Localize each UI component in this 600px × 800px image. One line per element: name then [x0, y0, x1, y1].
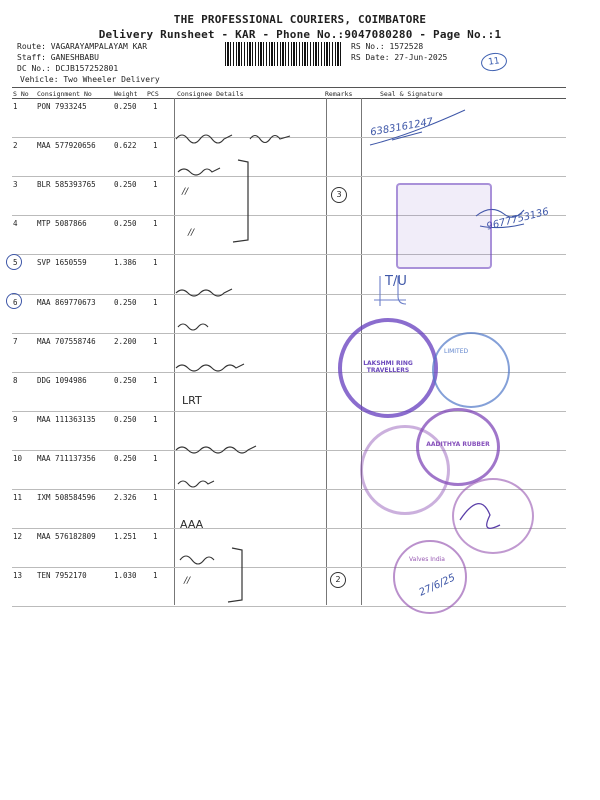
- route-text: Route: VAGARAYAMPALAYAM KAR: [17, 42, 148, 51]
- row-consignment: IXM 508584596: [37, 493, 96, 502]
- scribble-row7: [176, 364, 244, 371]
- col-consignee: Consignee Details: [177, 90, 244, 98]
- remark-row13: 2: [330, 572, 346, 588]
- row-consignment: MAA 577920656: [37, 141, 96, 151]
- round-stamp-valves: [393, 540, 467, 614]
- stamp-valves-text: Valves India: [409, 556, 445, 563]
- runsheet-subtitle: Delivery Runsheet - KAR - Phone No.:9047080280 - Page No.:1: [98, 28, 502, 41]
- row-sno: 2: [13, 141, 18, 151]
- row-consignment: PON 7933245: [37, 102, 87, 111]
- row-weight: 2.326: [114, 493, 137, 502]
- row-pcs: 1: [153, 414, 158, 424]
- ditto-row3: //: [182, 187, 189, 197]
- row-pcs: 1: [153, 141, 158, 151]
- ditto-row13: //: [184, 576, 191, 586]
- row-weight: 0.250: [114, 414, 137, 424]
- col-pcs: PCS: [147, 90, 159, 98]
- company-title: THE PROFESSIONAL COURIERS, COIMBATORE: [173, 13, 427, 26]
- row-sno: 10: [13, 453, 23, 463]
- row2-phone: 6383161247: [369, 116, 435, 139]
- row-weight: 1.386: [114, 258, 137, 268]
- col-sno: S No: [13, 90, 29, 98]
- row-pcs: 1: [153, 336, 158, 346]
- row-sno: 12: [13, 532, 23, 542]
- row-weight: 0.250: [114, 453, 137, 463]
- date-mark: 27/6/25: [417, 572, 458, 599]
- brace-row3: [233, 160, 248, 242]
- round-stamp-small: [452, 478, 534, 554]
- row-sno: 8: [13, 375, 18, 385]
- rs-date: RS Date: 27-Jun-2025: [351, 53, 448, 62]
- row-weight: 0.250: [114, 297, 137, 307]
- row11-name: AAA: [180, 518, 204, 531]
- row-sno: 1: [13, 102, 18, 111]
- col-consignment: Consignment No: [37, 90, 92, 98]
- row4-phone: 9677753136: [485, 206, 551, 233]
- row-sno: 9: [13, 414, 18, 424]
- tu-mark: T/U: [385, 274, 407, 289]
- page-mark: 11: [480, 51, 508, 72]
- scribble-row2: [176, 135, 290, 143]
- circle-row6: [6, 293, 22, 309]
- row-consignment: MAA 711137356: [37, 453, 96, 463]
- stamp-limited-text: LIMITED: [444, 348, 469, 355]
- scribble-row12: [180, 556, 214, 564]
- brace-row12: [228, 548, 242, 602]
- row-weight: 0.622: [114, 141, 137, 151]
- row-consignment: BLR 585393765: [37, 180, 96, 190]
- row-consignment: MTP 5087866: [37, 219, 87, 229]
- row8-name: LRT: [182, 394, 202, 407]
- scribble-row5: [176, 289, 232, 296]
- row-pcs: 1: [153, 493, 158, 502]
- row-sno: 6: [13, 297, 18, 307]
- row-pcs: 1: [153, 219, 158, 229]
- stamp-rubber-text: AADITHYA RUBBER: [426, 441, 490, 448]
- rs-number: RS No.: 1572528: [351, 42, 424, 51]
- row-pcs: 1: [153, 571, 158, 581]
- row-weight: 0.250: [114, 375, 137, 385]
- row-consignment: MAA 707558746: [37, 336, 96, 346]
- row-pcs: 1: [153, 453, 158, 463]
- col-remarks: Remarks: [325, 90, 353, 98]
- remark-row3: 3: [331, 187, 347, 203]
- row-sno: 4: [13, 219, 18, 229]
- round-stamp-trading: [338, 318, 438, 418]
- row-pcs: 1: [153, 532, 158, 542]
- stamp-trading-text: LAKSHMI RING TRAVELLERS: [363, 360, 413, 374]
- row-consignment: MAA 111363135: [37, 414, 96, 424]
- row-sno: 13: [13, 571, 23, 581]
- row-consignment: DDG 1094986: [37, 375, 87, 385]
- row-weight: 1.251: [114, 532, 137, 542]
- row-weight: 0.250: [114, 180, 137, 190]
- row-consignment: MAA 576182809: [37, 532, 96, 542]
- row-pcs: 1: [153, 297, 158, 307]
- row-pcs: 1: [153, 258, 158, 268]
- row-pcs: 1: [153, 102, 158, 111]
- col-weight: Weight: [114, 90, 138, 98]
- row-sno: 11: [13, 493, 23, 502]
- round-stamp-limited: [432, 332, 510, 408]
- square-stamp: [396, 183, 492, 269]
- row-weight: 1.030: [114, 571, 137, 581]
- row-sno: 7: [13, 336, 18, 346]
- scribble-row9: [176, 446, 256, 453]
- col-seal: Seal & Signature: [380, 90, 443, 98]
- row-weight: 2.200: [114, 336, 137, 346]
- scribble-row10: [178, 481, 214, 487]
- row-sno: 5: [13, 258, 18, 268]
- dc-number: DC No.: DCJB157252801: [17, 64, 119, 73]
- vehicle-text: Vehicle: Two Wheeler Delivery: [20, 75, 160, 84]
- scribble-row6: [178, 324, 208, 330]
- row-pcs: 1: [153, 375, 158, 385]
- ditto-row4: //: [188, 228, 195, 238]
- scribble-row3: [178, 168, 220, 175]
- row-pcs: 1: [153, 180, 158, 190]
- staff-text: Staff: GANESHBABU: [17, 53, 99, 62]
- circle-row5: [6, 254, 22, 270]
- row-sno: 3: [13, 180, 18, 190]
- row-weight: 0.250: [114, 102, 137, 111]
- row-weight: 0.250: [114, 219, 137, 229]
- row-consignment: TEN 7952170: [37, 571, 87, 581]
- row-consignment: MAA 869770673: [37, 297, 96, 307]
- round-stamp-faded: [360, 425, 450, 515]
- row-consignment: SVP 1650559: [37, 258, 87, 268]
